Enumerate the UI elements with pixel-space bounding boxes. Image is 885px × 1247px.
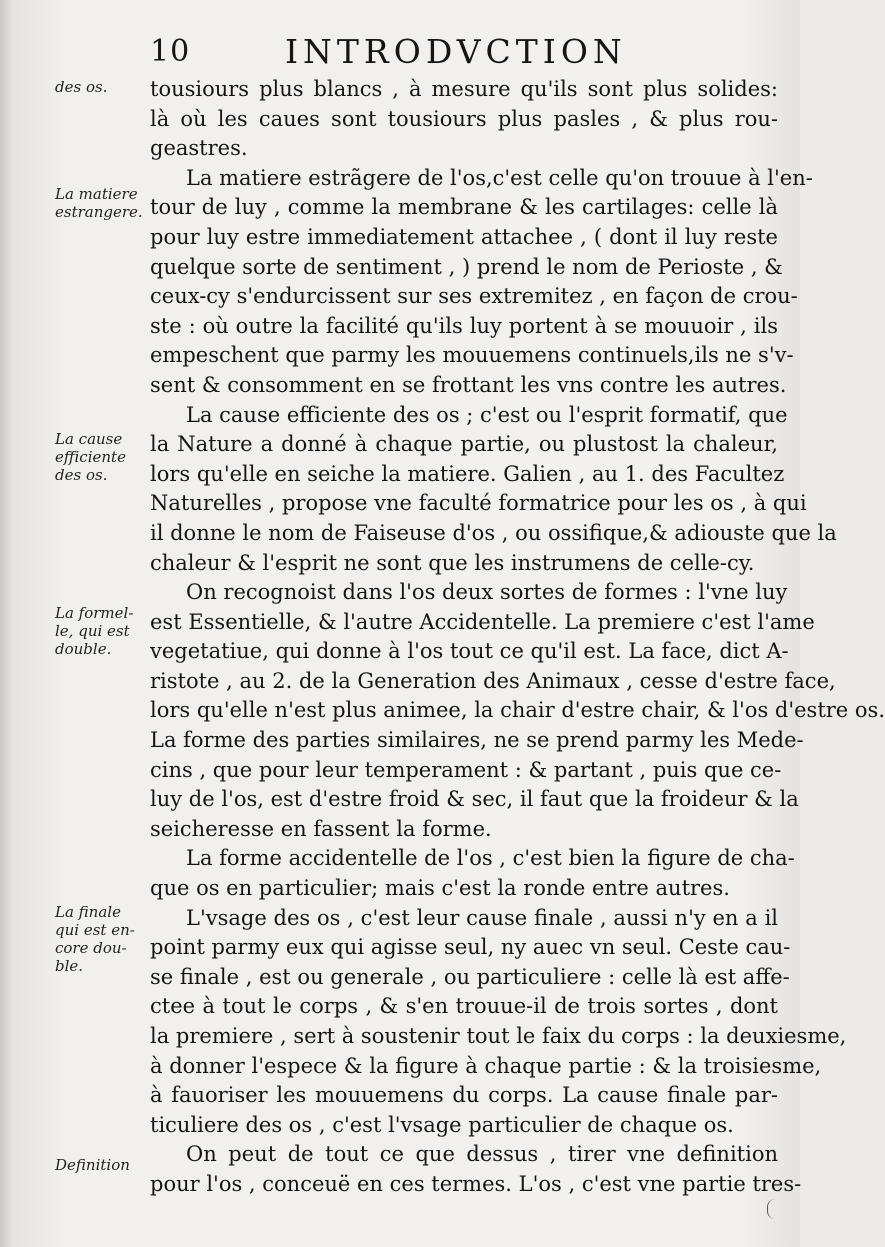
text-line: que os en particulier; mais c'est la ronde entre autres. (150, 876, 730, 901)
text-line: cins , que pour leur temperament : & partant , puis que ce- (150, 757, 782, 782)
margin-notes (0, 0, 150, 1247)
text-line: lors qu'elle n'est plus animee, la chair d'estre chair, & l'os d'estre os. (150, 698, 885, 723)
text-line: On recognoist dans l'os deux sortes de formes : l'vne luy (186, 580, 788, 605)
text-line: luy de l'os, est d'estre froid & sec, il faut que la froideur & la (150, 787, 799, 812)
text-line: On peut de tout ce que dessus , tirer vne definition (186, 1142, 778, 1167)
text-line: tousiours plus blancs , à mesure qu'ils sont plus solides: (150, 77, 778, 101)
running-title: INTRODVCTION (285, 32, 627, 71)
text-line: à fauoriser les mouuemens du corps. La cause finale par- (150, 1083, 778, 1108)
margin-note-cause-efficiente: La cause efficiente des os. (55, 430, 126, 484)
margin-note-finale: La finale qui est en- core dou- ble. (55, 903, 135, 975)
text-line: est Essentielle, & l'autre Accidentelle. La premiere c'est l'ame (150, 609, 815, 634)
margin-note-formelle: La formel- le, qui est double. (55, 604, 134, 658)
text-line: lors qu'elle en seiche la matiere. Galien , au 1. des Facultez (150, 461, 785, 486)
text-line: seicheresse en fassent la forme. (150, 816, 492, 841)
text-line: la premiere , sert à soustenir tout le faix du corps : la deuxiesme, (150, 1024, 847, 1048)
text-line: se finale , est ou generale , ou particuliere : celle là est affe- (150, 964, 790, 989)
text-line: pour luy estre immediatement attachee , ( dont il luy reste (150, 224, 778, 249)
text-line: sent & consomment en se frottant les vns contre les autres. (150, 372, 787, 397)
text-line: quelque sorte de sentiment , ) prend le nom de Perioste , & (150, 254, 783, 279)
text-line: chaleur & l'esprit ne sont que les instrumens de celle-cy. (150, 550, 755, 575)
text-line: pour l'os , conceuë en ces termes. L'os , c'est vne partie tres- (150, 1171, 802, 1196)
text-line: ste : où outre la facilité qu'ils luy portent à se mouuoir , ils (150, 313, 778, 338)
margin-note-matiere-estrangere: La matiere estrangere. (55, 185, 143, 221)
page-number: 10 (150, 34, 191, 69)
text-line: ticuliere des os , c'est l'vsage particulier de chaque os. (150, 1112, 734, 1137)
text-line: La forme des parties similaires, ne se prend parmy les Mede- (150, 728, 804, 753)
text-line: geastres. (150, 136, 248, 161)
page-header (150, 30, 790, 70)
text-line: là où les caues sont tousiours plus pasles , & plus rou- (150, 106, 778, 131)
text-line: L'vsage des os , c'est leur cause finale , aussi n'y en a il (186, 905, 778, 930)
text-line: il donne le nom de Faiseuse d'os , ou ossifique,& adiouste que la (150, 520, 837, 545)
body-text (150, 75, 885, 1200)
text-line: tour de luy , comme la membrane & les cartilages: celle là (150, 195, 778, 220)
margin-note-des-os: des os. (55, 78, 108, 96)
text-line: ceux-cy s'endurcissent sur ses extremitez , en façon de crou- (150, 284, 798, 309)
text-line: La matiere estrãgere de l'os,c'est celle qu'on trouue à l'en- (186, 165, 813, 190)
text-line: à donner l'espece & la figure à chaque partie : & la troisiesme, (150, 1053, 822, 1078)
text-line: vegetatiue, qui donne à l'os tout ce qu'il est. La face, dict A- (150, 639, 789, 664)
text-line: ristote , au 2. de la Generation des Animaux , cesse d'estre face, (150, 668, 836, 693)
margin-note-definition: Definition (55, 1156, 130, 1174)
text-line: La cause efficiente des os ; c'est ou l'esprit formatif, que (186, 402, 788, 427)
text-line: La forme accidentelle de l'os , c'est bien la figure de cha- (186, 846, 795, 871)
page-corner-mark (767, 1199, 782, 1219)
text-line: empeschent que parmy les mouuemens continuels,ils ne s'v- (150, 343, 794, 368)
text-line: ctee à tout le corps , & s'en trouue-il de trois sortes , dont (150, 994, 778, 1019)
text-line: Naturelles , propose vne faculté formatrice pour les os , à qui (150, 491, 807, 516)
text-line: la Nature a donné à chaque partie, ou plustost la chaleur, (150, 432, 778, 457)
text-line: point parmy eux qui agisse seul, ny auec vn seul. Ceste cau- (150, 935, 791, 960)
